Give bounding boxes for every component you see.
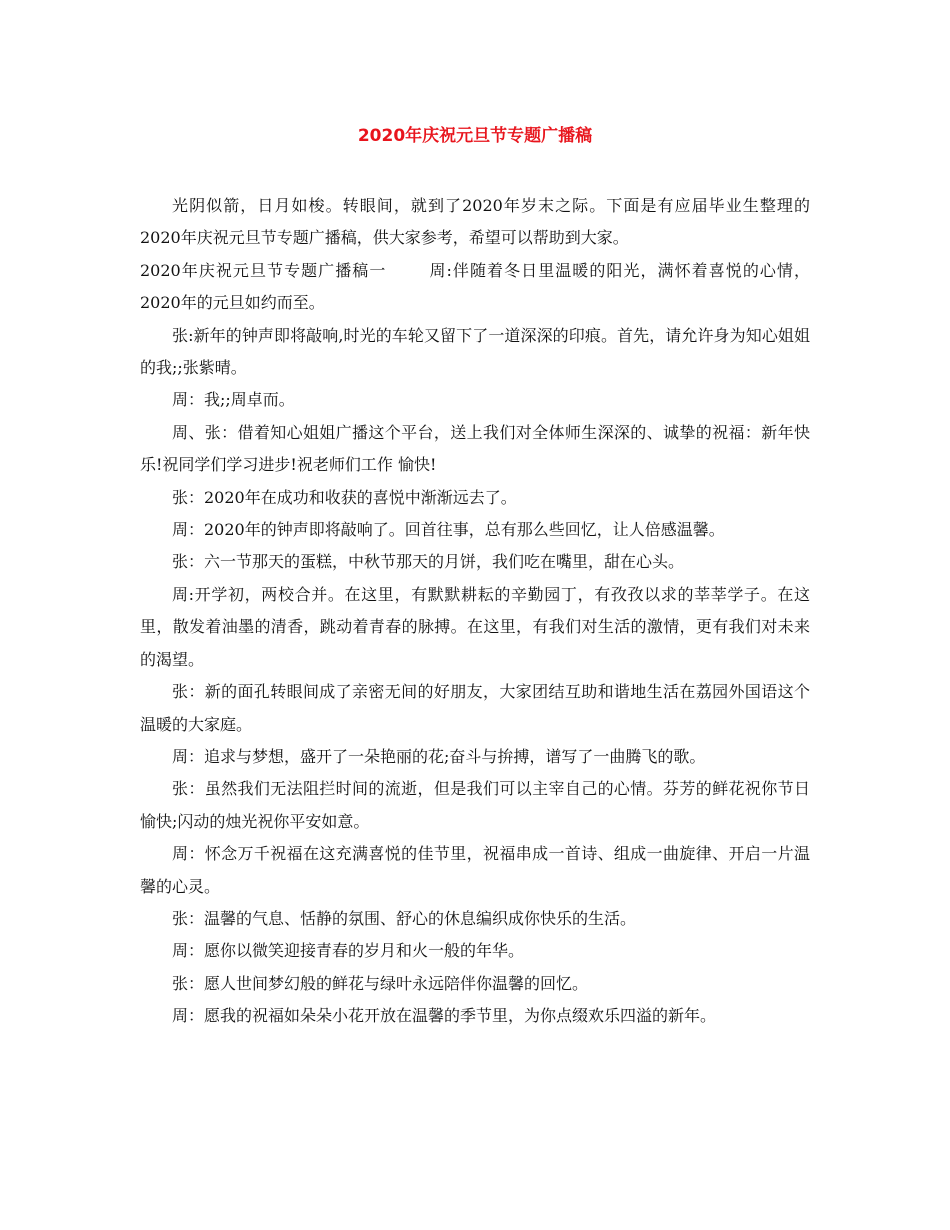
paragraph-17: 周：愿我的祝福如朵朵小花开放在温馨的季节里，为你点缀欢乐四溢的新年。 — [172, 1006, 717, 1026]
paragraph-intro: 光阴似箭，日月如梭。转眼间，就到了2020年岁末之际。下面是有应届毕业生整理的2020年庆祝元旦节专题广播稿，供大家参考，希望可以帮助到大家。 — [140, 196, 810, 248]
paragraph-15: 周：愿你以微笑迎接青春的岁月和火一般的年华。 — [172, 941, 525, 961]
paragraph-12: 张：虽然我们无法阻拦时间的流逝，但是我们可以主宰自己的心情。芬芳的鲜花祝你节日愉快;闪动的烛光祝你平安如意。 — [140, 779, 810, 831]
paragraph-10: 张：新的面孔转眼间成了亲密无间的好朋友，大家团结互助和谐地生活在荔园外国语这个温暖的大家庭。 — [140, 682, 810, 734]
paragraph-13: 周：怀念万千祝福在这充满喜悦的佳节里，祝福串成一首诗、组成一曲旋律、开启一片温馨的心灵。 — [140, 844, 810, 896]
paragraph-14: 张：温馨的气息、恬静的氛围、舒心的休息编织成你快乐的生活。 — [172, 908, 637, 928]
document-title: 2020年庆祝元旦节专题广播稿 — [357, 126, 593, 146]
paragraph-8: 张：六一节那天的蛋糕，中秋节那天的月饼，我们吃在嘴里，甜在心头。 — [172, 552, 685, 572]
paragraph-7: 周：2020年的钟声即将敲响了。回首往事，总有那么些回忆，让人倍感温馨。 — [172, 520, 725, 540]
paragraph-6: 张：2020年在成功和收获的喜悦中渐渐远去了。 — [172, 487, 517, 507]
section-first-line: 周:伴随着冬日里温暖的阳光，满怀着喜悦的心情，2020年的元旦如约而至。 — [140, 260, 810, 313]
paragraph-16: 张：愿人世间梦幻般的鲜花与绿叶永远陪伴你温馨的回忆。 — [172, 973, 589, 993]
document-body — [140, 190, 810, 1033]
paragraph-9: 周:开学初，两校合并。在这里，有默默耕耘的辛勤园丁，有孜孜以求的莘莘学子。在这里，散发着油墨的清香，跳动着青春的脉搏。在这里，有我们对生活的激情，更有我们对未来的渴望。 — [140, 584, 810, 669]
paragraph-3: 张:新年的钟声即将敲响,时光的车轮又留下了一道深深的印痕。首先，请允许身为知心姐姐的我;;张紫晴。 — [140, 325, 810, 378]
section-heading: 2020年庆祝元旦节专题广播稿一 — [140, 260, 387, 280]
paragraph-11: 周：追求与梦想，盛开了一朵艳丽的花;奋斗与拚搏，谱写了一曲腾飞的歌。 — [172, 746, 706, 766]
paragraph-4: 周：我;;周卓而。 — [172, 390, 295, 410]
paragraph-5: 周、张：借着知心姐姐广播这个平台，送上我们对全体师生深深的、诚挚的祝福：新年快乐!祝同学们学习进步!祝老师们工作 愉快! — [140, 422, 810, 475]
paragraph-section-heading — [140, 255, 810, 320]
